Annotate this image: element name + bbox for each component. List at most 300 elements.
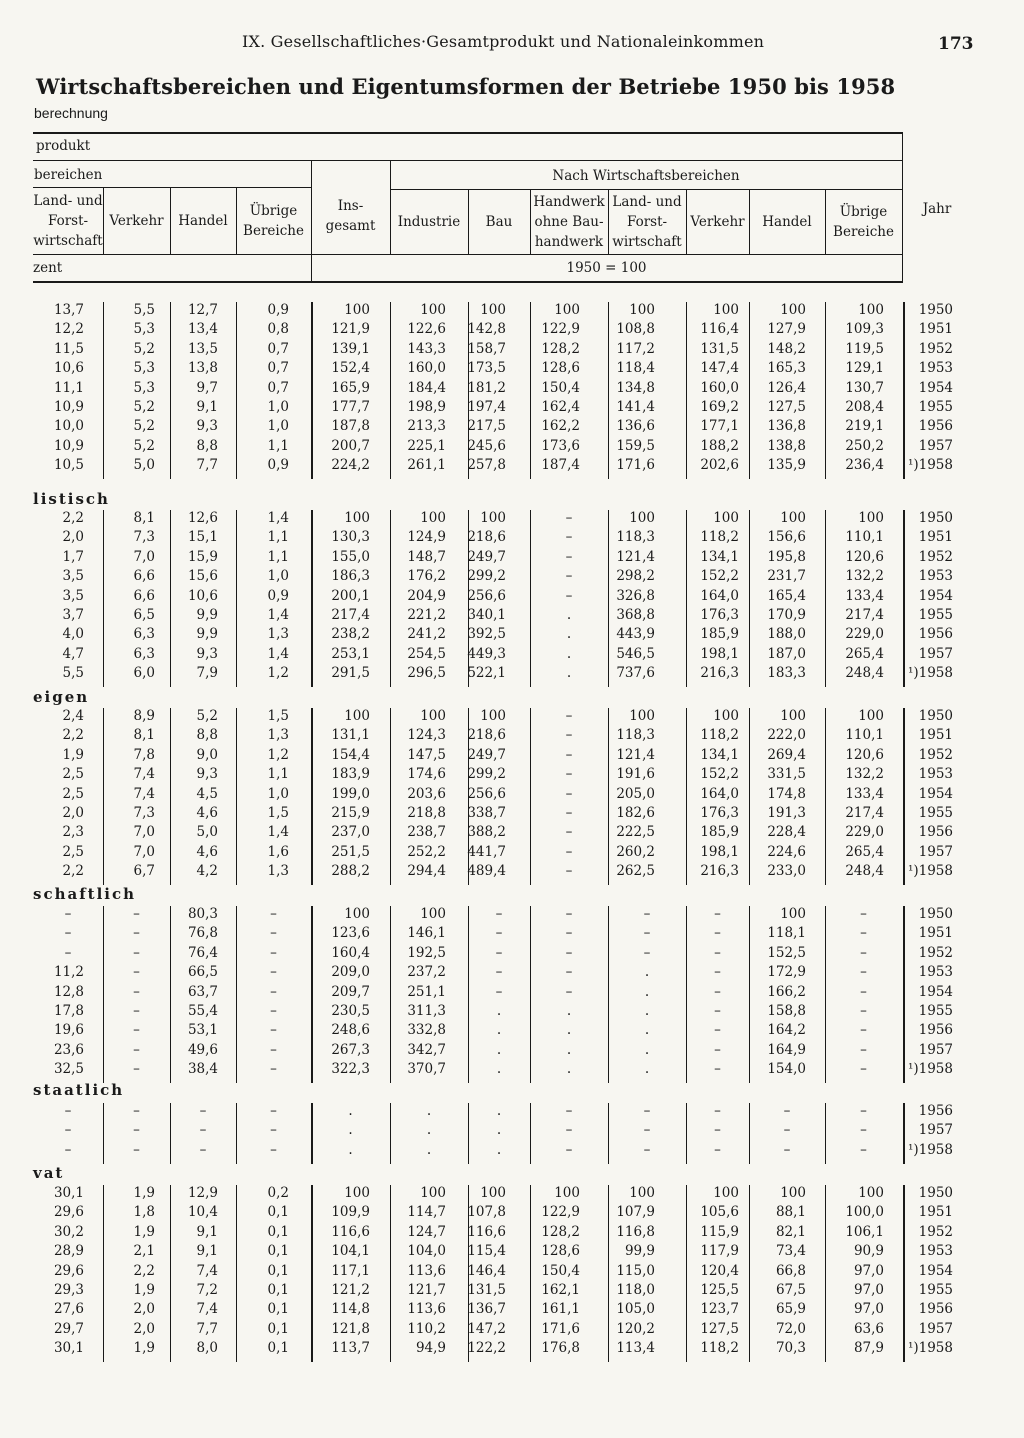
column-divider — [390, 906, 391, 1083]
header-jahr: Jahr — [922, 201, 952, 217]
year-cell: 1956 — [918, 1301, 953, 1318]
data-cell: 4,0 — [62, 626, 84, 643]
header-bottom-rule — [33, 281, 903, 283]
year-cell: 1955 — [918, 805, 953, 821]
data-cell: – — [860, 944, 867, 961]
data-cell: . — [644, 983, 650, 1000]
data-cell: 154,0 — [767, 1061, 806, 1078]
data-cell: 105,0 — [616, 1301, 655, 1318]
data-cell: – — [270, 1041, 277, 1058]
data-cell: 267,3 — [331, 1041, 370, 1058]
data-cell: 4,7 — [62, 645, 84, 662]
column-divider — [608, 708, 609, 885]
data-cell: – — [565, 843, 573, 860]
data-cell: 173,6 — [541, 437, 580, 454]
data-cell: 113,6 — [407, 1301, 446, 1318]
data-cell: . — [644, 964, 650, 981]
data-cell: 132,2 — [845, 568, 884, 585]
data-cell: . — [566, 1061, 572, 1078]
year-cell: 1954 — [918, 1262, 953, 1279]
data-cell: 113,7 — [331, 1340, 370, 1357]
data-cell: 100 — [858, 1185, 884, 1201]
column-header: Verkehr — [109, 212, 164, 229]
data-cell: – — [495, 964, 503, 981]
data-cell: 12,2 — [53, 321, 84, 338]
data-cell: 0,7 — [267, 379, 289, 396]
data-cell: 109,9 — [331, 1204, 370, 1221]
data-cell: 252,2 — [407, 843, 446, 860]
data-cell: 100 — [480, 708, 506, 724]
column-divider — [749, 906, 750, 1083]
data-cell: 322,3 — [331, 1061, 370, 1078]
column-header: Land- und Forst- wirtschaft — [612, 193, 682, 250]
data-cell: 94,9 — [415, 1340, 446, 1357]
data-cell: 115,9 — [700, 1223, 739, 1240]
data-cell: 392,5 — [467, 626, 506, 643]
year-cell: 1954 — [918, 983, 953, 1000]
data-cell: – — [64, 906, 72, 922]
data-cell: 0,8 — [267, 321, 289, 338]
data-cell: 66,8 — [775, 1262, 806, 1279]
column-divider — [236, 708, 237, 885]
data-cell: 265,4 — [845, 843, 884, 860]
data-cell: 100 — [858, 510, 884, 526]
year-cell: 1956 — [918, 1103, 953, 1119]
data-cell: – — [133, 1003, 140, 1019]
data-cell: . — [566, 665, 572, 682]
data-cell: 388,2 — [467, 824, 506, 841]
data-cell: . — [644, 1061, 650, 1078]
data-cell: 13,4 — [187, 321, 218, 338]
data-cell: 133,4 — [845, 587, 884, 604]
data-cell: – — [565, 708, 573, 724]
data-cell: – — [64, 925, 72, 942]
data-cell: – — [133, 1022, 140, 1039]
data-cell: 294,4 — [407, 863, 446, 880]
column-header: Verkehr — [690, 213, 745, 230]
column-divider — [170, 708, 171, 885]
year-cell: 1951 — [918, 1204, 953, 1221]
data-cell: 2,0 — [62, 805, 84, 821]
data-cell: 2,5 — [62, 766, 84, 783]
data-cell: 105,6 — [700, 1204, 739, 1221]
data-cell: 5,0 — [196, 824, 218, 841]
data-cell: – — [860, 1141, 867, 1158]
column-divider — [103, 1185, 104, 1362]
data-cell: 203,6 — [407, 785, 446, 802]
data-cell: 216,3 — [700, 665, 739, 682]
data-cell: 237,2 — [407, 964, 446, 981]
data-cell: 209,0 — [331, 964, 370, 981]
data-cell: 160,0 — [407, 360, 446, 377]
year-cell: 1952 — [918, 1223, 953, 1240]
year-cell: 1950 — [918, 1185, 953, 1201]
data-cell: 100 — [780, 302, 806, 318]
column-divider — [390, 1185, 391, 1362]
column-divider — [530, 1185, 531, 1362]
data-cell: 142,8 — [467, 321, 506, 338]
data-cell: 90,9 — [853, 1243, 884, 1260]
data-cell: 100 — [629, 302, 655, 318]
data-cell: 1,4 — [267, 510, 289, 526]
data-cell: 0,9 — [267, 457, 289, 474]
column-divider — [686, 302, 687, 479]
data-cell: – — [714, 1041, 721, 1058]
data-cell: 1,4 — [267, 607, 289, 623]
data-cell: 120,6 — [845, 548, 884, 565]
data-cell: 222,0 — [767, 727, 806, 744]
data-cell: 7,4 — [133, 785, 155, 802]
year-cell: 1955 — [918, 399, 953, 415]
data-cell: 4,2 — [196, 863, 218, 880]
data-cell: 150,4 — [541, 379, 580, 396]
data-cell: 100 — [780, 708, 806, 724]
data-cell: 120,6 — [845, 746, 884, 763]
data-cell: – — [860, 906, 867, 922]
column-divider — [903, 302, 905, 479]
data-cell: 121,4 — [616, 746, 655, 763]
data-cell: 173,5 — [467, 360, 506, 377]
year-cell: ¹)1958 — [907, 457, 953, 474]
data-cell: 4,6 — [196, 843, 218, 860]
data-cell: – — [565, 983, 573, 1000]
section-privat-label: vat — [33, 1164, 65, 1182]
data-cell: 162,1 — [541, 1282, 580, 1298]
data-cell: – — [860, 1122, 867, 1139]
data-cell: 187,0 — [767, 645, 806, 662]
data-cell: – — [565, 805, 573, 821]
column-header: Bau — [485, 213, 513, 230]
column-divider — [236, 1185, 237, 1362]
data-cell: 128,6 — [541, 360, 580, 377]
data-cell: 1,9 — [133, 1340, 155, 1357]
year-cell: 1956 — [918, 1022, 953, 1039]
data-cell: – — [565, 548, 573, 565]
data-cell: . — [496, 1061, 502, 1078]
data-cell: – — [565, 766, 573, 783]
data-cell: 67,5 — [775, 1282, 806, 1298]
data-cell: 219,1 — [845, 418, 884, 435]
data-cell: 122,6 — [407, 321, 446, 338]
data-cell: – — [270, 925, 277, 942]
data-cell: 2,0 — [62, 529, 84, 546]
data-cell: 134,1 — [700, 548, 739, 565]
data-cell: 152,5 — [767, 944, 806, 961]
data-cell: 248,4 — [845, 665, 884, 682]
data-cell: 6,6 — [133, 587, 155, 604]
data-cell: 104,0 — [407, 1243, 446, 1260]
data-cell: 3,5 — [62, 587, 84, 604]
data-cell: 197,4 — [467, 399, 506, 415]
data-cell: . — [566, 1003, 572, 1019]
data-cell: 218,6 — [467, 727, 506, 744]
data-cell: 238,7 — [407, 824, 446, 841]
data-cell: 100 — [344, 302, 370, 318]
header-nach-wirtschaftsbereichen: Nach Wirtschaftsbereichen — [552, 168, 740, 184]
data-cell: 155,0 — [331, 548, 370, 565]
column-divider — [749, 1185, 750, 1362]
data-cell: 231,7 — [767, 568, 806, 585]
data-cell: 248,6 — [331, 1022, 370, 1039]
data-cell: – — [783, 1103, 791, 1119]
data-cell: 117,9 — [700, 1243, 739, 1260]
column-divider — [103, 708, 104, 885]
data-cell: 88,1 — [775, 1204, 806, 1221]
header-bereichen: bereichen — [34, 167, 103, 183]
data-cell: 99,9 — [624, 1243, 655, 1260]
data-cell: . — [426, 1122, 432, 1139]
data-cell: 1,9 — [62, 746, 84, 763]
running-header: IX. Gesellschaftliches·Gesamtprodukt und Nationaleinkommen — [242, 32, 765, 51]
data-cell: 522,1 — [467, 665, 506, 682]
year-cell: 1957 — [918, 1122, 953, 1139]
data-cell: 5,2 — [133, 340, 155, 357]
data-cell: 10,6 — [187, 587, 218, 604]
data-cell: 5,2 — [133, 418, 155, 435]
data-cell: . — [348, 1103, 353, 1119]
year-cell: 1953 — [918, 360, 953, 377]
column-divider — [608, 1185, 609, 1362]
data-cell: 233,0 — [767, 863, 806, 880]
data-cell: 202,6 — [700, 457, 739, 474]
data-cell: 0,1 — [267, 1282, 289, 1298]
data-cell: 30,1 — [53, 1185, 84, 1201]
data-cell: 121,8 — [331, 1320, 370, 1337]
top-rule — [33, 132, 903, 134]
data-cell: 217,5 — [467, 418, 506, 435]
data-cell: 162,2 — [541, 418, 580, 435]
data-cell: 7,8 — [133, 746, 155, 763]
data-cell: 326,8 — [616, 587, 655, 604]
data-cell: 122,9 — [541, 1204, 580, 1221]
data-cell: 1,2 — [267, 665, 289, 682]
data-cell: – — [565, 1103, 573, 1119]
data-cell: 126,4 — [767, 379, 806, 396]
data-cell: – — [565, 964, 573, 981]
data-cell: 256,6 — [467, 587, 506, 604]
data-cell: 152,2 — [700, 766, 739, 783]
data-cell: – — [783, 1141, 791, 1158]
data-cell: 10,6 — [53, 360, 84, 377]
data-cell: 0,7 — [267, 360, 289, 377]
column-divider — [903, 1185, 905, 1362]
data-cell: 158,8 — [767, 1003, 806, 1019]
data-cell: 224,2 — [331, 457, 370, 474]
data-cell: – — [565, 925, 573, 942]
data-cell: 148,7 — [407, 548, 446, 565]
year-cell: ¹)1958 — [907, 1061, 953, 1078]
data-cell: – — [64, 1122, 72, 1139]
column-divider — [608, 302, 609, 479]
data-cell: 136,7 — [467, 1301, 506, 1318]
data-cell: 2,2 — [133, 1262, 155, 1279]
data-cell: 118,1 — [767, 925, 806, 942]
data-cell: 141,4 — [616, 399, 655, 415]
data-cell: 131,5 — [467, 1282, 506, 1298]
data-cell: – — [860, 1041, 867, 1058]
data-cell: – — [495, 944, 503, 961]
data-cell: 331,5 — [767, 766, 806, 783]
data-cell: 1,0 — [267, 568, 289, 585]
data-cell: 174,8 — [767, 785, 806, 802]
data-cell: 108,8 — [616, 321, 655, 338]
data-cell: 187,8 — [331, 418, 370, 435]
data-cell: 172,9 — [767, 964, 806, 981]
data-cell: 100 — [480, 302, 506, 318]
data-cell: 443,9 — [616, 626, 655, 643]
data-cell: 298,2 — [616, 568, 655, 585]
data-cell: 8,1 — [133, 510, 155, 526]
data-cell: . — [566, 1041, 572, 1058]
data-cell: 12,8 — [53, 983, 84, 1000]
data-cell: 170,9 — [767, 607, 806, 623]
data-cell: 222,5 — [616, 824, 655, 841]
year-cell: 1956 — [918, 824, 953, 841]
data-cell: 100 — [858, 302, 884, 318]
data-cell: 1,9 — [133, 1223, 155, 1240]
data-cell: 311,3 — [407, 1003, 446, 1019]
data-cell: 8,8 — [196, 727, 218, 744]
year-cell: 1951 — [918, 925, 953, 942]
year-cell: 1953 — [918, 568, 953, 585]
data-cell: 7,0 — [133, 843, 155, 860]
data-cell: – — [714, 1003, 721, 1019]
data-cell: 251,5 — [331, 843, 370, 860]
data-cell: 176,8 — [541, 1340, 580, 1357]
data-cell: 159,5 — [616, 437, 655, 454]
data-cell: 737,6 — [616, 665, 655, 682]
data-cell: 120,2 — [616, 1320, 655, 1337]
data-cell: – — [643, 906, 651, 922]
data-cell: 147,2 — [467, 1320, 506, 1337]
data-cell: 164,9 — [767, 1041, 806, 1058]
data-cell: 100 — [780, 510, 806, 526]
data-cell: – — [495, 925, 503, 942]
data-cell: 135,9 — [767, 457, 806, 474]
data-cell: 236,4 — [845, 457, 884, 474]
data-cell: 104,1 — [331, 1243, 370, 1260]
data-cell: – — [860, 964, 867, 981]
data-cell: 76,4 — [187, 944, 218, 961]
data-cell: 1,8 — [133, 1204, 155, 1221]
data-cell: 100 — [780, 906, 806, 922]
data-cell: 6,0 — [133, 665, 155, 682]
data-cell: – — [643, 1141, 651, 1158]
data-cell: 122,2 — [467, 1340, 506, 1357]
column-divider — [686, 1185, 687, 1362]
data-cell: 449,3 — [467, 645, 506, 662]
data-cell: 147,4 — [700, 360, 739, 377]
data-cell: 7,3 — [133, 529, 155, 546]
data-cell: 113,4 — [616, 1340, 655, 1357]
data-cell: 146,1 — [407, 925, 446, 942]
data-cell: 110,2 — [407, 1320, 446, 1337]
year-cell: 1957 — [918, 843, 953, 860]
data-cell: . — [496, 1041, 502, 1058]
data-cell: 2,0 — [133, 1301, 155, 1318]
data-cell: – — [270, 906, 277, 922]
year-cell: 1952 — [918, 340, 953, 357]
data-cell: 217,4 — [845, 805, 884, 821]
data-cell: 256,6 — [467, 785, 506, 802]
data-cell: 208,4 — [845, 399, 884, 415]
page-number: 173 — [938, 34, 974, 54]
data-cell: 199,0 — [331, 785, 370, 802]
year-cell: 1950 — [918, 906, 953, 922]
data-cell: 97,0 — [853, 1301, 884, 1318]
column-divider — [311, 906, 313, 1083]
data-cell: – — [565, 785, 573, 802]
data-cell: – — [714, 1122, 721, 1139]
data-cell: 8,9 — [133, 708, 155, 724]
data-cell: 1,0 — [267, 785, 289, 802]
column-divider — [170, 1185, 171, 1362]
data-cell: 110,1 — [845, 727, 884, 744]
data-cell: – — [714, 1022, 721, 1039]
year-cell: 1956 — [918, 626, 953, 643]
data-cell: 249,7 — [467, 548, 506, 565]
data-cell: 100 — [629, 1185, 655, 1201]
data-cell: 340,1 — [467, 607, 506, 623]
data-cell: – — [565, 529, 573, 546]
year-cell: 1952 — [918, 944, 953, 961]
column-divider — [749, 510, 750, 687]
column-divider — [390, 708, 391, 885]
data-cell: 117,2 — [616, 340, 655, 357]
data-cell: 29,6 — [53, 1204, 84, 1221]
data-cell: – — [643, 944, 651, 961]
data-cell: 186,3 — [331, 568, 370, 585]
data-cell: 225,1 — [407, 437, 446, 454]
data-cell: 229,0 — [845, 626, 884, 643]
data-cell: 121,4 — [616, 548, 655, 565]
data-cell: 217,4 — [845, 607, 884, 623]
data-cell: 130,7 — [845, 379, 884, 396]
data-cell: 114,8 — [331, 1301, 370, 1318]
data-cell: 6,5 — [133, 607, 155, 623]
data-cell: 110,1 — [845, 529, 884, 546]
data-cell: 9,3 — [196, 766, 218, 783]
data-cell: 191,3 — [767, 805, 806, 821]
data-cell: 342,7 — [407, 1041, 446, 1058]
data-cell: 121,2 — [331, 1282, 370, 1298]
data-cell: . — [426, 1141, 432, 1158]
data-cell: 5,2 — [133, 399, 155, 415]
data-cell: 257,8 — [467, 457, 506, 474]
data-cell: 27,6 — [53, 1301, 84, 1318]
data-cell: 13,5 — [187, 340, 218, 357]
data-cell: 134,1 — [700, 746, 739, 763]
data-cell: . — [496, 1122, 502, 1139]
data-cell: 9,0 — [196, 746, 218, 763]
data-cell: – — [133, 964, 140, 981]
data-cell: 9,9 — [196, 607, 218, 623]
data-cell: 70,3 — [775, 1340, 806, 1357]
column-header: Handwerk ohne Bau- handwerk — [533, 193, 605, 250]
data-cell: 129,1 — [845, 360, 884, 377]
data-cell: 185,9 — [700, 626, 739, 643]
data-cell: 109,3 — [845, 321, 884, 338]
data-cell: 183,9 — [331, 766, 370, 783]
data-cell: – — [270, 964, 277, 981]
data-cell: – — [133, 1103, 140, 1119]
data-cell: 0,1 — [267, 1262, 289, 1279]
data-cell: 19,6 — [53, 1022, 84, 1039]
data-cell: 251,1 — [407, 983, 446, 1000]
data-cell: 136,6 — [616, 418, 655, 435]
column-divider — [903, 708, 905, 885]
data-cell: 17,8 — [53, 1003, 84, 1019]
